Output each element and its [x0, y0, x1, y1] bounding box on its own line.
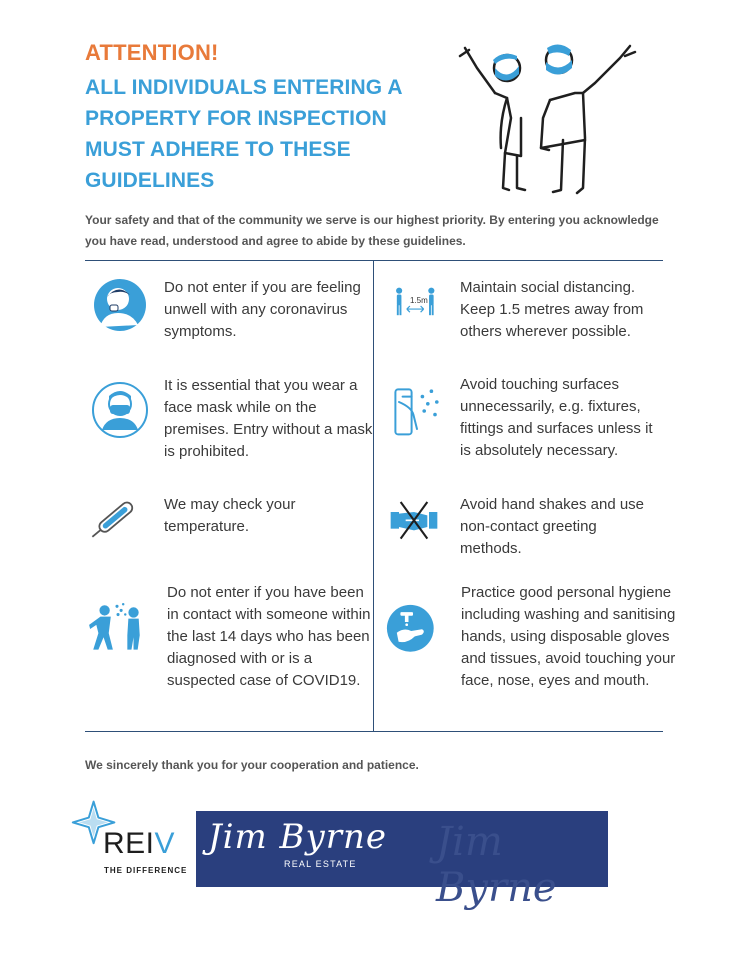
- thermometer-icon: [84, 492, 146, 546]
- agency-subtitle: REAL ESTATE: [284, 859, 357, 869]
- guidelines-headline: ALL INDIVIDUALS ENTERING A PROPERTY FOR INSPECTION MUST ADHERE TO THESE GUIDELINES: [85, 76, 402, 192]
- agency-logo-banner: [196, 811, 608, 911]
- touch-surface-icon: [390, 382, 444, 440]
- guideline-distancing-text: Maintain social distancing. Keep 1.5 metres away from others wherever possible.: [460, 279, 644, 340]
- guideline-contact-text: Do not enter if you have been in contact with someone within the last 14 days who has been diagnosed with or is a suspected case of COVID19.: [167, 584, 371, 689]
- distance-label: 1.5m: [410, 296, 428, 305]
- face-mask-icon: [90, 378, 150, 438]
- sick-person-icon: [90, 275, 150, 335]
- guideline-handshake-text: Avoid hand shakes and use non-contact greeting methods.: [460, 496, 645, 557]
- agency-name: Jim Byrne: [208, 817, 388, 857]
- agency-logo-watermark: Jim Byrne: [436, 819, 557, 911]
- hand-washing-icon: [386, 604, 440, 658]
- guideline-surfaces-text: Avoid touching surfaces unnecessarily, e.g. fixtures, fittings and surfaces unless it is absolutely necessary.: [460, 376, 653, 459]
- table-bottom-divider: [85, 731, 663, 732]
- guideline-unwell-text: Do not enter if you are feeling unwell with any coronavirus symptoms.: [164, 279, 361, 340]
- reiv-wordmark-main: REI: [103, 827, 155, 860]
- thanks-message: We sincerely thank you for your cooperation and patience.: [85, 758, 419, 772]
- contact-spread-icon: [82, 598, 152, 660]
- table-top-divider: [85, 260, 663, 261]
- masked-people-cheering-illustration: [455, 38, 645, 203]
- reiv-wordmark: [103, 827, 175, 861]
- reiv-wordmark-accent: V: [154, 827, 176, 860]
- attention-title: ATTENTION!: [85, 40, 219, 65]
- intro-paragraph: Your safety and that of the community we serve is our highest priority. By entering you acknowledge you have read, understood and agree to abide by these guidelines.: [85, 213, 659, 248]
- social-distance-icon: [388, 283, 444, 329]
- no-handshake-icon: [383, 497, 445, 547]
- guideline-hygiene-text: Practice good personal hygiene including washing and sanitising hands, using disposable gloves and tissues, avoid touching your face, nose, eyes and mouth.: [461, 584, 676, 689]
- guideline-mask-text: It is essential that you wear a face mask while on the premises. Entry without a mask is prohibited.: [164, 377, 373, 460]
- guideline-temperature-text: We may check your temperature.: [164, 496, 296, 535]
- reiv-tagline: THE DIFFERENCE: [104, 866, 188, 875]
